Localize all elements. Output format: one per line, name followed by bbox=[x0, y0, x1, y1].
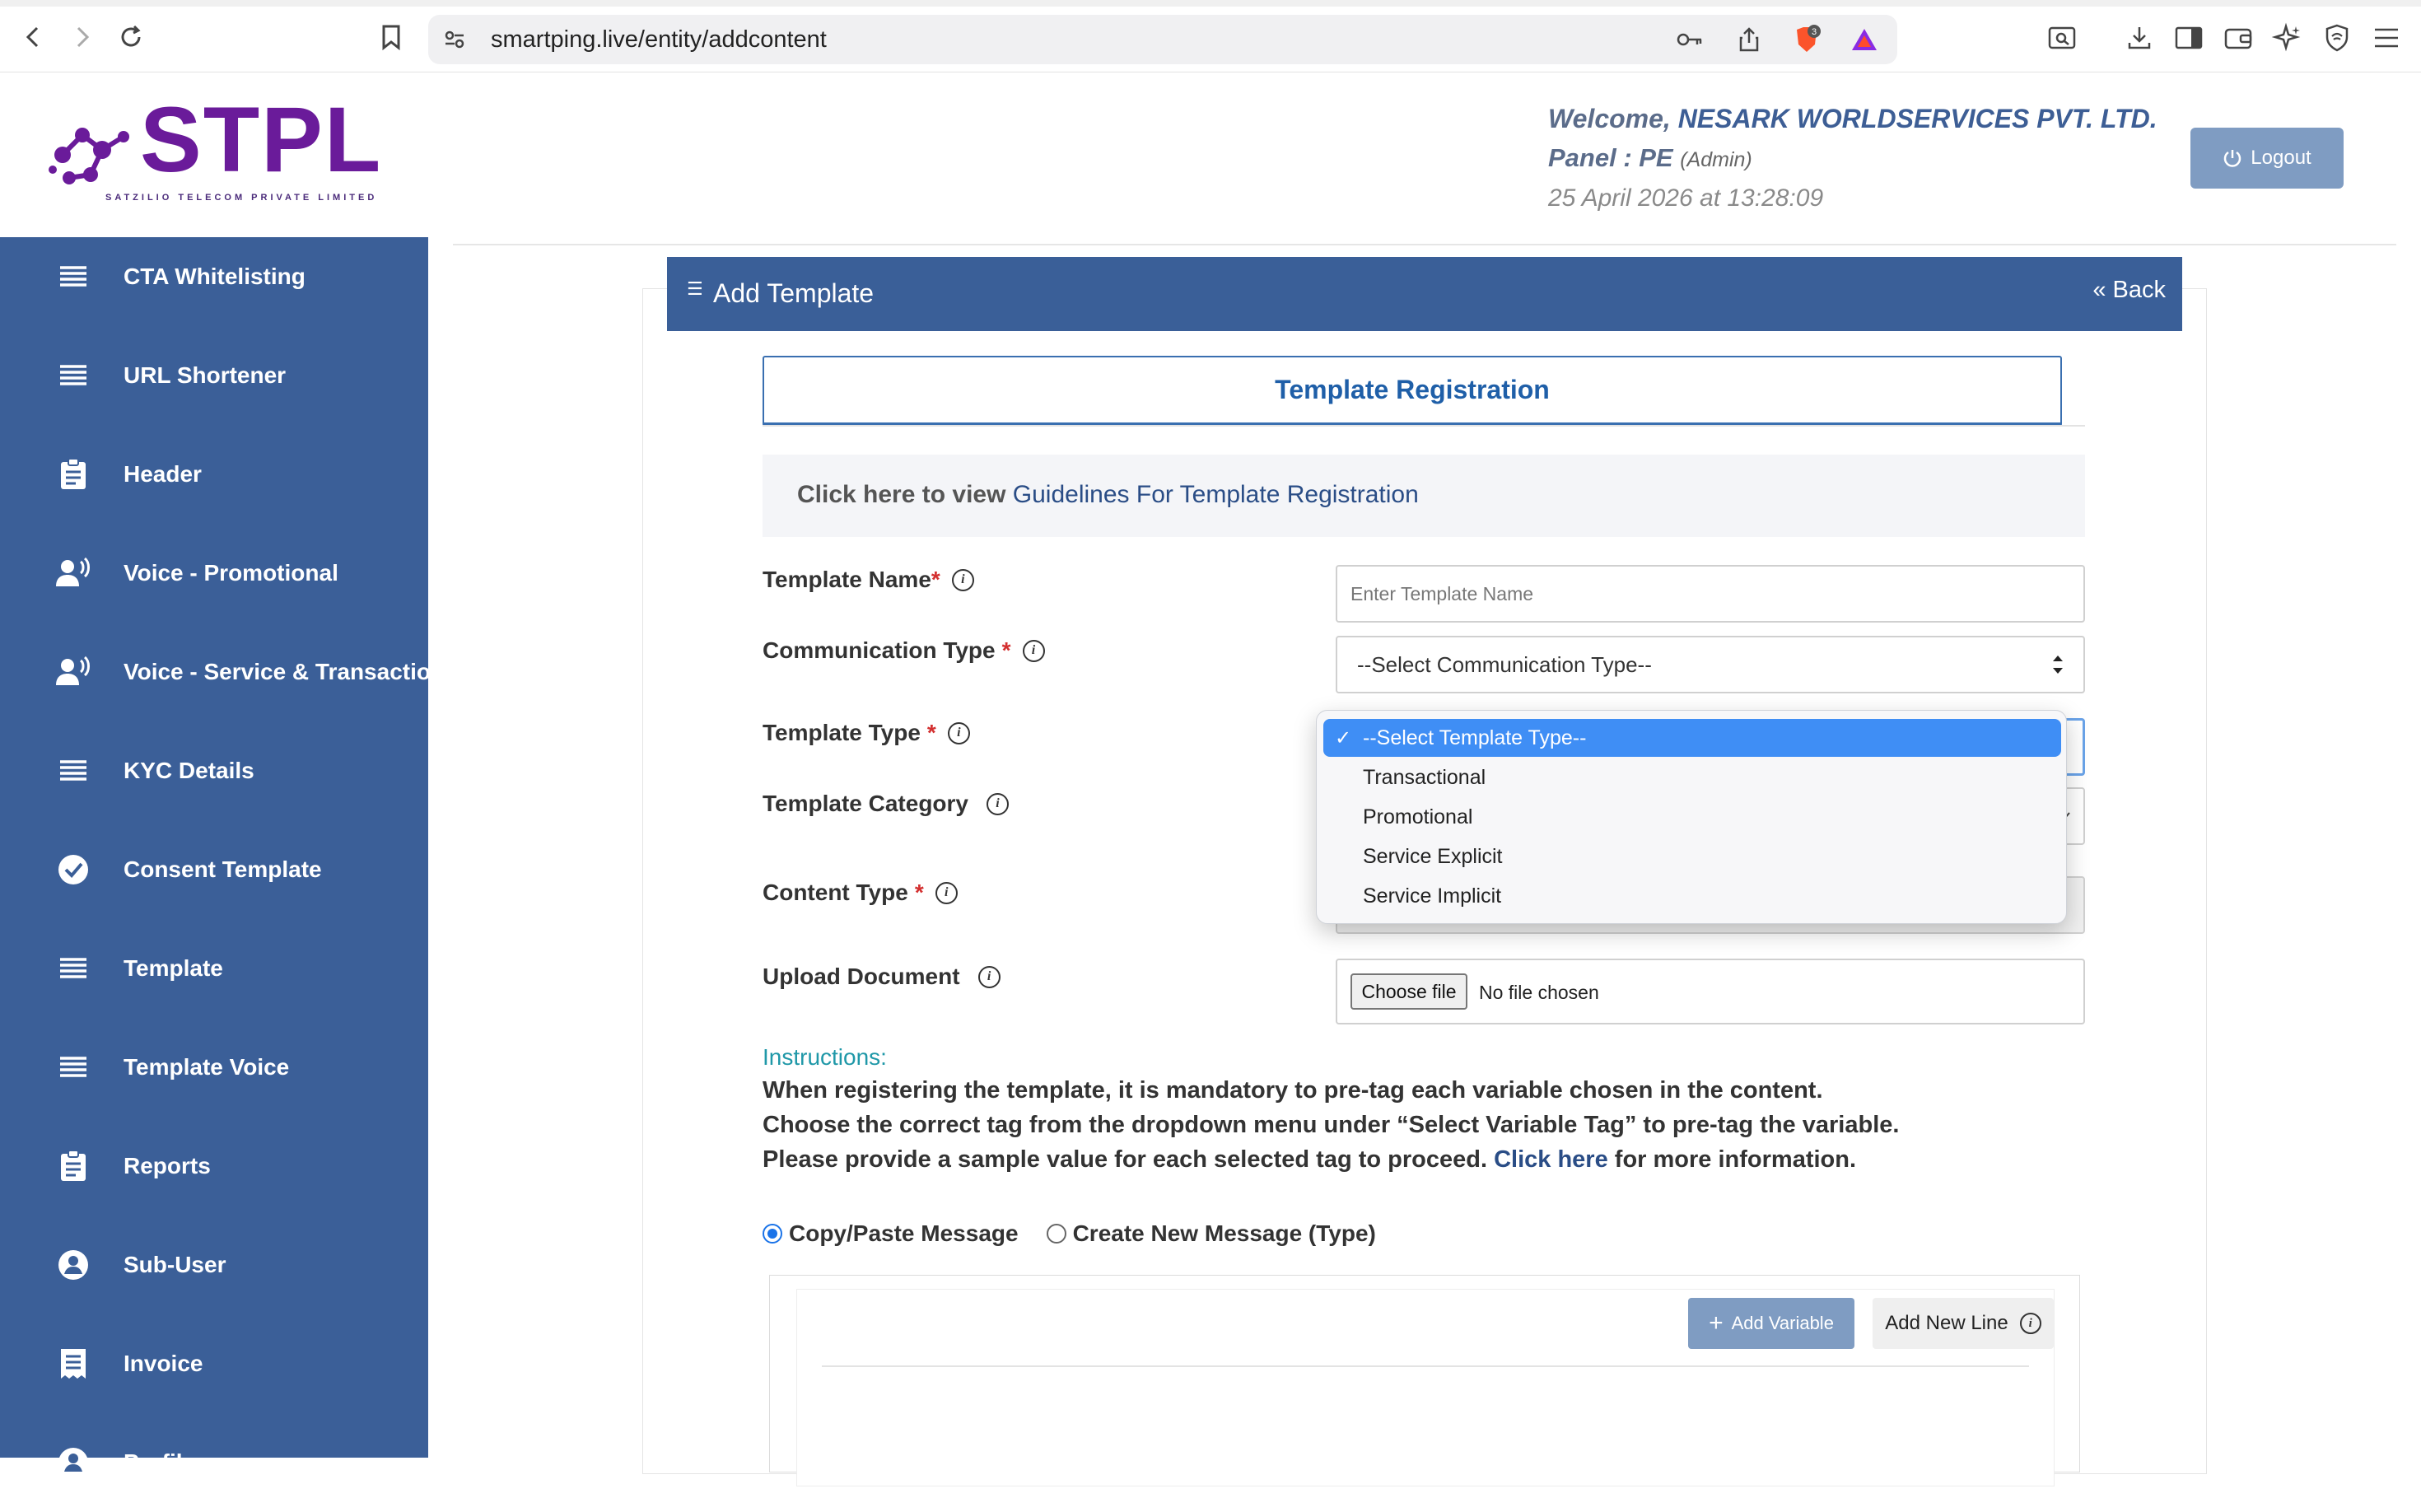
power-icon bbox=[2223, 148, 2242, 168]
dropdown-option-promotional[interactable] bbox=[1323, 798, 2061, 836]
add-new-line-button[interactable] bbox=[1873, 1298, 2054, 1349]
required-mark: * bbox=[931, 567, 940, 592]
upload-document-label bbox=[763, 964, 1001, 990]
instructions-title: Instructions: bbox=[763, 1044, 887, 1070]
template-name-label bbox=[763, 567, 974, 593]
file-status: No file chosen bbox=[1479, 982, 1599, 1003]
upload-document-field bbox=[1336, 959, 2085, 1024]
sidebar-item-label: Sub-User bbox=[124, 1252, 226, 1277]
sidebar-item-reports[interactable] bbox=[0, 1117, 428, 1216]
user-voice-icon bbox=[54, 653, 92, 691]
clipboard-icon bbox=[54, 455, 92, 493]
option-label: Service Explicit bbox=[1363, 844, 1503, 868]
label-text: Communication Type bbox=[763, 637, 996, 663]
guidelines-box bbox=[763, 455, 2085, 537]
user-voice-icon bbox=[54, 554, 92, 592]
brave-badge-count: 3 bbox=[1811, 27, 1817, 37]
panel-text bbox=[1548, 143, 1752, 173]
template-type-dropdown bbox=[1316, 710, 2067, 924]
panel-prefix: Panel : PE bbox=[1548, 143, 1681, 172]
sidebar-item-template[interactable] bbox=[0, 919, 428, 1018]
instructions-line-3 bbox=[763, 1146, 1856, 1174]
instructions-line-2: Choose the correct tag from the dropdown menu under “Select Variable Tag” to pre-tag the variable. bbox=[763, 1112, 1900, 1138]
sidebar-item-label: Voice - Service & Transactio bbox=[124, 659, 431, 684]
sidebar-item-invoice[interactable] bbox=[0, 1314, 428, 1413]
sidebar-item-label: Header bbox=[124, 461, 202, 487]
dropdown-option-select[interactable] bbox=[1323, 719, 2061, 757]
sidebar-item-label: Template Voice bbox=[124, 1054, 290, 1080]
browser-toolbar bbox=[0, 0, 2421, 72]
logo-network-icon bbox=[44, 109, 137, 201]
sidebar-item-label: Template bbox=[124, 955, 223, 981]
content-type-label bbox=[763, 880, 958, 906]
required-mark: * bbox=[926, 720, 936, 745]
logo-subtitle: SATZILIO TELECOM PRIVATE LIMITED bbox=[105, 193, 378, 203]
template-name-placeholder: Enter Template Name bbox=[1350, 583, 1534, 604]
sidebar-item-label: KYC Details bbox=[124, 758, 254, 783]
template-type-label bbox=[763, 720, 970, 746]
invoice-icon bbox=[54, 1345, 92, 1383]
sidebar-item-header[interactable] bbox=[0, 425, 428, 524]
clipboard-icon bbox=[54, 1147, 92, 1185]
sidebar-item-label: Profile bbox=[124, 1449, 196, 1475]
choose-file-button[interactable]: Choose file bbox=[1350, 973, 1467, 1010]
required-mark: * bbox=[1001, 637, 1011, 663]
vpn-shield-icon[interactable] bbox=[2321, 21, 2353, 54]
sidebar-item-label: URL Shortener bbox=[124, 362, 287, 388]
address-bar[interactable] bbox=[428, 15, 1897, 64]
menu-hamburger-icon[interactable] bbox=[2370, 21, 2403, 54]
leo-ai-icon[interactable] bbox=[2271, 21, 2304, 54]
user-circle-icon bbox=[54, 1444, 92, 1482]
sidebar-item-url-shortener[interactable] bbox=[0, 326, 428, 425]
list-icon bbox=[54, 752, 92, 790]
sidebar-item-kyc-details[interactable] bbox=[0, 721, 428, 820]
sidebar-item-voice-promotional[interactable] bbox=[0, 524, 428, 623]
sidebar-item-label: Consent Template bbox=[124, 856, 322, 882]
list-icon bbox=[54, 1048, 92, 1086]
browser-top-strip bbox=[0, 0, 2421, 7]
info-icon[interactable]: i bbox=[952, 569, 974, 591]
template-name-input[interactable] bbox=[1336, 565, 2085, 623]
check-circle-icon bbox=[54, 851, 92, 889]
info-icon[interactable]: i bbox=[978, 966, 1001, 988]
message-mode-options bbox=[763, 1220, 1376, 1247]
add-variable-button[interactable] bbox=[1688, 1298, 1854, 1349]
sidebar-item-label: CTA Whitelisting bbox=[124, 264, 306, 289]
tab-template-registration[interactable]: Template Registration bbox=[763, 356, 2062, 427]
logout-button[interactable] bbox=[2190, 128, 2344, 189]
option-label: Service Implicit bbox=[1363, 884, 1502, 908]
sidebar-toggle-icon[interactable] bbox=[2172, 21, 2205, 54]
forward-arrow-icon[interactable] bbox=[66, 21, 97, 53]
option-label: Transactional bbox=[1363, 765, 1486, 789]
label-text: Template Type bbox=[763, 720, 921, 745]
user-circle-icon bbox=[54, 1246, 92, 1284]
back-arrow-icon[interactable] bbox=[18, 21, 49, 53]
company-name: NESARK WORLDSERVICES PVT. LTD. bbox=[1677, 104, 2157, 133]
list-icon bbox=[54, 258, 92, 296]
plus-icon: + bbox=[1709, 1309, 1724, 1337]
reload-icon[interactable] bbox=[115, 21, 147, 53]
label-text: Content Type bbox=[763, 880, 908, 905]
sidebar-item-label: Invoice bbox=[124, 1351, 203, 1376]
download-icon[interactable] bbox=[2123, 21, 2156, 54]
info-icon[interactable]: i bbox=[987, 793, 1009, 815]
sidebar-item-sub-user[interactable] bbox=[0, 1216, 428, 1314]
wallet-icon[interactable] bbox=[2222, 21, 2255, 54]
dropdown-option-transactional[interactable] bbox=[1323, 758, 2061, 796]
instructions-line-3-prefix: Please provide a sample value for each selected tag to proceed. bbox=[763, 1146, 1495, 1173]
info-icon[interactable]: i bbox=[1023, 640, 1045, 662]
list-icon bbox=[54, 950, 92, 987]
add-variable-label: Add Variable bbox=[1731, 1313, 1834, 1333]
brave-shield-icon[interactable] bbox=[1792, 25, 1822, 54]
list-icon: ☰ bbox=[687, 278, 703, 299]
label-text: Template Category bbox=[763, 791, 968, 816]
sidebar-item-consent-template[interactable] bbox=[0, 820, 428, 919]
editor-divider bbox=[822, 1365, 2029, 1367]
list-icon bbox=[54, 357, 92, 394]
logo[interactable] bbox=[0, 72, 428, 237]
welcome-text bbox=[1548, 104, 2157, 134]
dropdown-option-service-explicit[interactable] bbox=[1323, 838, 2061, 875]
click-here-link[interactable]: Click here bbox=[1494, 1146, 1608, 1173]
card-title: Add Template bbox=[713, 278, 875, 308]
sidebar-item-label: Voice - Promotional bbox=[124, 560, 338, 586]
sidebar-item-profile[interactable] bbox=[0, 1413, 428, 1512]
guidelines-link[interactable]: Guidelines For Template Registration bbox=[1012, 481, 1419, 508]
label-text: Template Name bbox=[763, 567, 931, 592]
sidebar-item-cta-whitelisting[interactable] bbox=[0, 227, 428, 326]
template-category-label bbox=[763, 791, 1009, 817]
instructions-line-3-suffix: for more information. bbox=[1607, 1146, 1857, 1173]
guidelines-text bbox=[797, 481, 1419, 509]
option-label: Promotional bbox=[1363, 805, 1473, 828]
sidebar-item-template-voice[interactable] bbox=[0, 1018, 428, 1117]
radio-copy-paste-label[interactable]: Copy/Paste Message bbox=[789, 1220, 1019, 1246]
sidebar-item-label: Reports bbox=[124, 1153, 211, 1178]
tab-underline bbox=[763, 425, 2085, 427]
header-divider bbox=[453, 244, 2396, 245]
reader-mode-icon[interactable] bbox=[2045, 21, 2078, 54]
instructions-line-1: When registering the template, it is mandatory to pre-tag each variable chosen in the content. bbox=[763, 1077, 1823, 1104]
logout-label: Logout bbox=[2251, 147, 2311, 169]
check-icon: ✓ bbox=[1335, 727, 1352, 749]
info-icon: i bbox=[2020, 1313, 2041, 1334]
label-text: Upload Document bbox=[763, 964, 960, 989]
info-icon[interactable]: i bbox=[948, 722, 970, 744]
site-settings-icon[interactable] bbox=[440, 25, 469, 54]
communication-type-value: --Select Communication Type-- bbox=[1357, 652, 1652, 677]
datetime-text: 25 April 2026 at 13:28:09 bbox=[1548, 184, 1824, 212]
bookmark-icon[interactable] bbox=[376, 21, 407, 53]
radio-create-new-label[interactable]: Create New Message (Type) bbox=[1072, 1220, 1376, 1246]
radio-copy-paste[interactable] bbox=[763, 1224, 782, 1244]
welcome-prefix: Welcome, bbox=[1548, 104, 1678, 133]
required-mark: * bbox=[914, 880, 924, 905]
info-icon[interactable]: i bbox=[935, 882, 958, 904]
panel-role: (Admin) bbox=[1680, 148, 1752, 171]
back-link[interactable]: « Back bbox=[2092, 277, 2166, 303]
communication-type-select[interactable] bbox=[1336, 636, 2085, 693]
message-editor-inner bbox=[796, 1289, 2055, 1486]
radio-create-new[interactable] bbox=[1047, 1224, 1066, 1244]
add-new-line-label: Add New Line bbox=[1885, 1312, 2008, 1334]
guidelines-prefix: Click here to view bbox=[797, 481, 1013, 508]
option-label: --Select Template Type-- bbox=[1363, 726, 1587, 749]
message-editor bbox=[769, 1275, 2080, 1472]
share-icon[interactable] bbox=[1734, 25, 1764, 54]
key-icon[interactable] bbox=[1675, 25, 1705, 54]
dropdown-option-service-implicit[interactable] bbox=[1323, 877, 2061, 915]
brave-rewards-icon[interactable] bbox=[1850, 25, 1879, 54]
card-header bbox=[667, 257, 2182, 331]
communication-type-label bbox=[763, 637, 1045, 664]
sidebar-item-voice-service[interactable] bbox=[0, 623, 431, 721]
logo-text: STPL bbox=[140, 88, 383, 191]
sidebar bbox=[0, 72, 431, 1475]
select-arrows-icon bbox=[2050, 651, 2065, 679]
url-text[interactable]: smartping.live/entity/addcontent bbox=[491, 26, 827, 53]
